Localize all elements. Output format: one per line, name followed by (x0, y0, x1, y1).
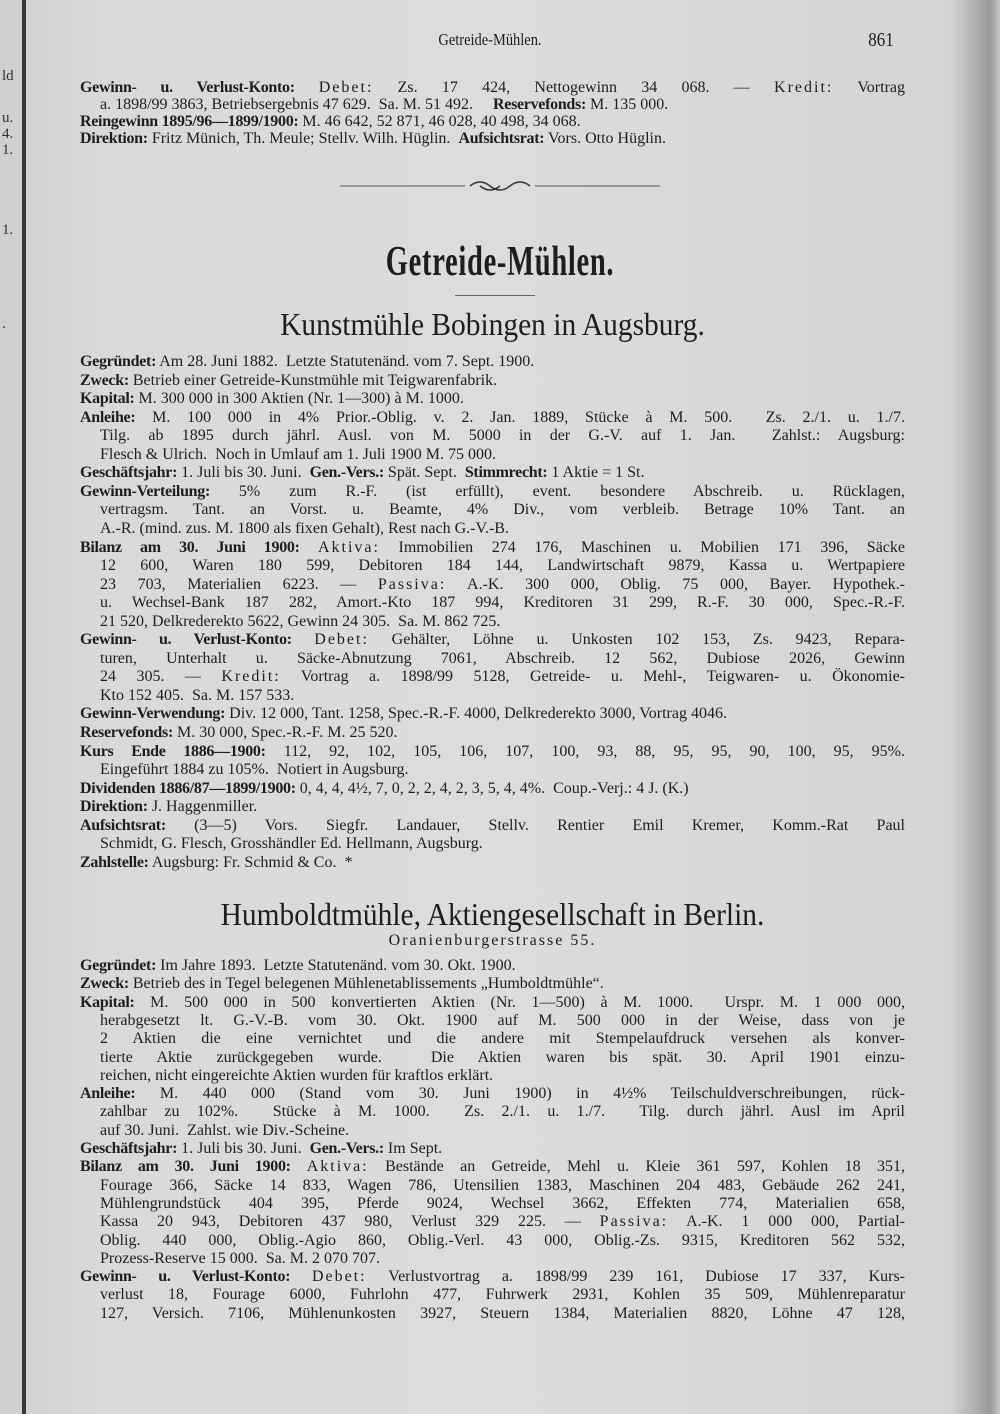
field-label: Gewinn- u. Verlust-Konto: (80, 1268, 312, 1286)
text-line (80, 816, 905, 835)
field-text: Fourage 366, Säcke 14 833, Wagen 786, Utensilien 1383, Maschinen 204 483, Gebäude 262 241, (100, 1176, 905, 1194)
field-text: Spät. Sept. (383, 464, 465, 482)
field-text: J. Haggenmiller. (147, 798, 258, 816)
field-label: Anleihe: (80, 408, 136, 426)
field-text: A.-K. 300 000, Oblig. 75 000, Bayer. Hypothek.- (446, 575, 905, 593)
text-line (80, 630, 905, 649)
field-label: Geschäftsjahr: (80, 1140, 178, 1157)
running-title: Getreide-Mühlen. (438, 30, 542, 49)
firm-title-humboldtmuehle: Humboldtmühle, Aktiengesellschaft in Berlin. (220, 896, 765, 932)
text-line (80, 1139, 905, 1158)
text-line (100, 612, 905, 631)
field-text: verlust 18, Fourage 6000, Fuhrlohn 477, Fuhrwerk 2931, Kohlen 35 509, Mühlenreparatur (100, 1286, 905, 1304)
field-text: Betrieb des in Tegel belegenen Mühlenetablissements „Humboldtmühle“. (128, 975, 604, 993)
field-label: Gewinn-Verwendung: (80, 705, 226, 723)
field-text: turen, Unterhalt u. Säcke-Abnutzung 7061, Abschreib. 12 562, Dubiose 2026, Gewinn (100, 649, 905, 667)
field-label: Gewinn-Verteilung: (80, 482, 211, 500)
field-label: Direktion: (80, 798, 148, 816)
field-text: 112, 92, 102, 105, 106, 107, 100, 93, 88, 95, 95, 90, 100, 95, 95%. (265, 742, 905, 760)
field-text: 5% zum R.-F. (ist erfüllt), event. besondere Abschreib. u. Rücklagen, (210, 482, 905, 500)
field-label: Zweck: (80, 975, 129, 993)
text-line (100, 1194, 905, 1213)
field-label: Gewinn- u. Verlust-Konto: (80, 79, 319, 96)
text-line (80, 538, 905, 557)
margin-fragment: 1. (2, 222, 14, 238)
text-line (80, 408, 905, 427)
field-text: Kassa 20 943, Debitoren 437 980, Verlust 329 225. — (100, 1213, 600, 1231)
field-label: Direktion: (80, 130, 148, 147)
text-line (100, 426, 905, 445)
page-gutter-edge (22, 0, 26, 1414)
text-line (80, 853, 905, 872)
text-line (80, 371, 905, 390)
spaced-label: Kredit: (774, 79, 834, 96)
text-line (80, 129, 905, 148)
text-line (80, 723, 905, 742)
field-label: Reservefonds: (80, 724, 173, 741)
field-text: M. 46 642, 52 871, 46 028, 40 498, 34 068. (298, 113, 581, 130)
field-text: Am 28. Juni 1882. Letzte Statutenänd. vom 7. Sept. 1900. (156, 353, 535, 370)
text-line (80, 779, 905, 798)
field-text: 0, 4, 4, 4½, 7, 0, 2, 2, 4, 2, 3, 5, 4, 4%. Coup.-Verj.: 4 J. (K.) (295, 779, 689, 797)
field-text: 1. Juli bis 30. Juni. (177, 1140, 310, 1157)
field-text: 2 Aktien die eine vernichtet und die andere mit Stempelaufdruck versehen als konver- (100, 1030, 905, 1048)
field-text: 127, Versich. 7106, Mühlenunkosten 3927, Steuern 1384, Materialien 8820, Löhne 47 128, (100, 1304, 905, 1322)
text-line (80, 1084, 905, 1103)
field-text: herabgesetzt lt. G.-V.-B. vom 30. Okt. 1900 auf M. 500 000 in der Weise, dass von je (100, 1011, 905, 1029)
field-text: reichen, nicht eingereichte Aktien wurden für kraftlos erklärt. (100, 1066, 494, 1084)
text-line (80, 1267, 905, 1286)
field-text: Kto 152 405. Sa. M. 157 533. (100, 686, 295, 704)
field-text: M. 440 000 (Stand vom 30. Juni 1900) in 4½% Teilschuldverschreibungen, rück- (135, 1085, 905, 1103)
text-line (100, 500, 905, 519)
field-label: Zweck: (80, 371, 129, 389)
field-text: Schmidt, G. Flesch, Grosshändler Ed. Hellmann, Augsburg. (100, 835, 483, 853)
text-line (80, 463, 905, 482)
field-text: Bestände an Getreide, Mehl u. Kleie 361 597, Kohlen 18 351, (368, 1158, 905, 1176)
field-text: M. 300 000 in 300 Aktien (Nr. 1—300) à M. 1000. (134, 390, 464, 408)
field-text: a. 1898/99 3863, Betriebsergebnis 47 629. Sa. M. 51 492. (100, 96, 494, 113)
text-line (100, 1249, 905, 1268)
field-text: Flesch & Ulrich. Noch in Umlauf am 1. Juli 1900 M. 75 000. (100, 445, 496, 463)
firm-title-kunstmuehle: Kunstmühle Bobingen in Augsburg. (280, 306, 705, 342)
field-text: zahlbar zu 102%. Stücke à M. 1000. Zs. 2./1. u. 1./7. Tilg. durch jährl. Ausl im April (100, 1103, 905, 1121)
field-label: Kurs Ende 1886—1900: (80, 742, 266, 760)
field-text: Im Sept. (383, 1140, 443, 1157)
field-text: M. 100 000 in 4% Prior.-Oblig. v. 2. Jan. 1889, Stücke à M. 500. Zs. 2./1. u. 1./7. (135, 408, 905, 426)
field-label: Zahlstelle: (80, 853, 149, 871)
text-line (100, 1231, 905, 1250)
spaced-label: Debet: (314, 631, 369, 649)
text-line (100, 834, 905, 853)
field-label: Geschäftsjahr: (80, 464, 178, 482)
field-label: Gen.-Vers.: (309, 464, 384, 482)
field-label: Kapital: (80, 993, 135, 1011)
text-line (100, 1176, 905, 1195)
field-text: Tilg. ab 1895 durch jährl. Ausl. von M. 5000 in der G.-V. auf 1. Jan. Zahlst.: Augsburg: (100, 427, 905, 445)
field-text: Oblig. 440 000, Oblig.-Agio 860, Oblig.-Verl. 43 000, Oblig.-Zs. 9315, Kreditoren 562 532, (100, 1231, 905, 1249)
field-text: Div. 12 000, Tant. 1258, Spec.-R.-F. 4000, Delkrederekto 3000, Vortrag 4046. (225, 705, 727, 723)
field-text: Mühlengrundstück 404 395, Pferde 9024, Wechsel 3662, Effekten 774, Materialien 658, (100, 1194, 905, 1212)
text-line (100, 760, 905, 779)
text-line (100, 686, 905, 705)
spaced-label: Aktiva: (317, 538, 380, 556)
field-text: 1. Juli bis 30. Juni. (177, 464, 310, 482)
field-label: Gegründet: (80, 957, 157, 974)
field-text: u. Wechsel-Bank 187 282, Amort.-Kto 187 994, Kreditoren 31 299, R.-F. 30 000, Spec.-R.-F. (100, 594, 905, 612)
text-line (100, 556, 905, 575)
text-line (100, 575, 905, 594)
field-text: Augsburg: Fr. Schmid & Co. * (148, 853, 353, 871)
field-text: Im Jahre 1893. Letzte Statutenänd. vom 30. Okt. 1900. (156, 957, 516, 974)
field-label: Aufsichtsrat: (80, 816, 166, 834)
field-text: Vortrag (833, 79, 906, 96)
field-text: Zs. 17 424, Nettogewinn 34 068. — (373, 79, 775, 96)
field-text: 23 703, Materialien 6223. — (100, 575, 378, 593)
field-text: Verlustvortrag a. 1898/99 239 161, Dubiose 17 337, Kurs- (366, 1268, 905, 1286)
text-line (100, 1121, 905, 1140)
margin-fragment: . (2, 316, 6, 332)
field-text: Fritz Münich, Th. Meule; Stellv. Wilh. Hüglin. (147, 130, 459, 147)
section-heading: Getreide-Mühlen. (385, 239, 615, 285)
field-label: Gen.-Vers.: (309, 1140, 384, 1157)
margin-fragment: u. (2, 110, 14, 126)
field-text: Betrieb einer Getreide-Kunstmühle mit Teigwarenfabrik. (128, 371, 498, 389)
field-text: A.-K. 1 000 000, Partial- (668, 1213, 905, 1231)
text-line (80, 742, 905, 761)
text-line (80, 482, 905, 501)
field-label: Anleihe: (80, 1085, 136, 1103)
text-line (100, 1212, 905, 1231)
margin-fragment: 4. (2, 126, 14, 142)
field-label: Dividenden 1886/87—1899/1900: (80, 779, 296, 797)
field-label: Stimmrecht: (464, 464, 548, 482)
text-line (80, 974, 905, 993)
field-label: Kapital: (80, 390, 135, 408)
text-line (80, 352, 905, 371)
text-line (100, 1285, 905, 1304)
field-label: Bilanz am 30. Juni 1900: (80, 538, 318, 556)
field-text: Prozess-Reserve 15 000. Sa. M. 2 070 707. (100, 1249, 380, 1267)
field-text: Eingeführt 1884 zu 105%. Notiert in Augsburg. (100, 761, 409, 779)
field-label: Gegründet: (80, 353, 157, 370)
field-text: 24 305. — (100, 668, 222, 686)
field-text: M. 135 000. (585, 96, 669, 113)
field-label: Bilanz am 30. Juni 1900: (80, 1158, 307, 1176)
field-label: Reservefonds: (493, 96, 586, 113)
text-line (80, 1157, 905, 1176)
text-line (100, 519, 905, 538)
text-line (100, 667, 905, 686)
field-text: A.-R. (mind. zus. M. 1800 als fixen Gehalt), Rest nach G.-V.-B. (100, 519, 509, 537)
text-line (100, 1102, 905, 1121)
text-line (100, 1048, 905, 1067)
spaced-label: Debet: (311, 1268, 367, 1286)
text-line (80, 797, 905, 816)
firm-address: Oranienburgerstrasse 55. (388, 932, 597, 949)
field-label: Gewinn- u. Verlust-Konto: (80, 631, 315, 649)
field-text: vertragsm. Tant. an Vorst. u. Beamte, 4% Div., vom verbleib. Betrage 10% Tant. an (100, 501, 905, 519)
text-line (100, 1011, 905, 1030)
text-line (100, 593, 905, 612)
field-text: 1 Aktie = 1 St. (547, 464, 645, 482)
text-line (100, 445, 905, 464)
spaced-label: Aktiva: (306, 1158, 369, 1176)
spaced-label: Debet: (318, 79, 374, 96)
field-text: Vors. Otto Hüglin. (544, 130, 666, 147)
field-text: tierte Aktie zurückgegeben wurde. Die Aktien waren bis spät. 30. April 1901 einzu- (100, 1048, 905, 1066)
field-text: M. 500 000 in 500 konvertierten Aktien (Nr. 1—500) à M. 1000. Urspr. M. 1 000 000, (134, 993, 905, 1011)
field-text: (3—5) Vors. Siegfr. Landauer, Stellv. Rentier Emil Kremer, Komm.-Rat Paul (165, 816, 905, 834)
margin-fragment: 1. (2, 142, 14, 158)
divider-rule (455, 295, 535, 296)
field-text: 12 600, Waren 180 599, Debitoren 184 144, Landwirtschaft 9879, Kassa u. Wertpapiere (100, 557, 905, 575)
ornament-divider (340, 176, 660, 196)
field-text: M. 30 000, Spec.-R.-F. M. 25 520. (172, 724, 398, 741)
field-text: auf 30. Juni. Zahlst. wie Div.-Scheine. (100, 1121, 350, 1139)
text-line (100, 1304, 905, 1323)
field-label: Aufsichtsrat: (458, 130, 545, 147)
text-line (100, 1029, 905, 1048)
field-text: Vortrag a. 1898/99 5128, Getreide- u. Mehl-, Teigwaren- u. Ökonomie- (280, 668, 905, 686)
field-label: Reingewinn 1895/96—1899/1900: (80, 113, 299, 130)
field-text: Gehälter, Löhne u. Unkosten 102 153, Zs. 9423, Repara- (368, 631, 905, 649)
spaced-label: Passiva: (599, 1213, 669, 1231)
spaced-label: Passiva: (377, 575, 447, 593)
field-text: 21 520, Delkrederekto 5622, Gewinn 24 305. Sa. M. 862 725. (100, 612, 501, 630)
text-line (80, 704, 905, 723)
text-line (100, 1066, 905, 1085)
field-text: Immobilien 274 176, Maschinen u. Mobilien 171 396, Säcke (379, 538, 905, 556)
page-number: 861 (868, 29, 894, 51)
text-line (100, 649, 905, 668)
spaced-label: Kredit: (221, 668, 281, 686)
margin-fragment: ld (2, 68, 14, 84)
text-line (80, 956, 905, 975)
text-line (80, 993, 905, 1012)
text-line (80, 389, 905, 408)
